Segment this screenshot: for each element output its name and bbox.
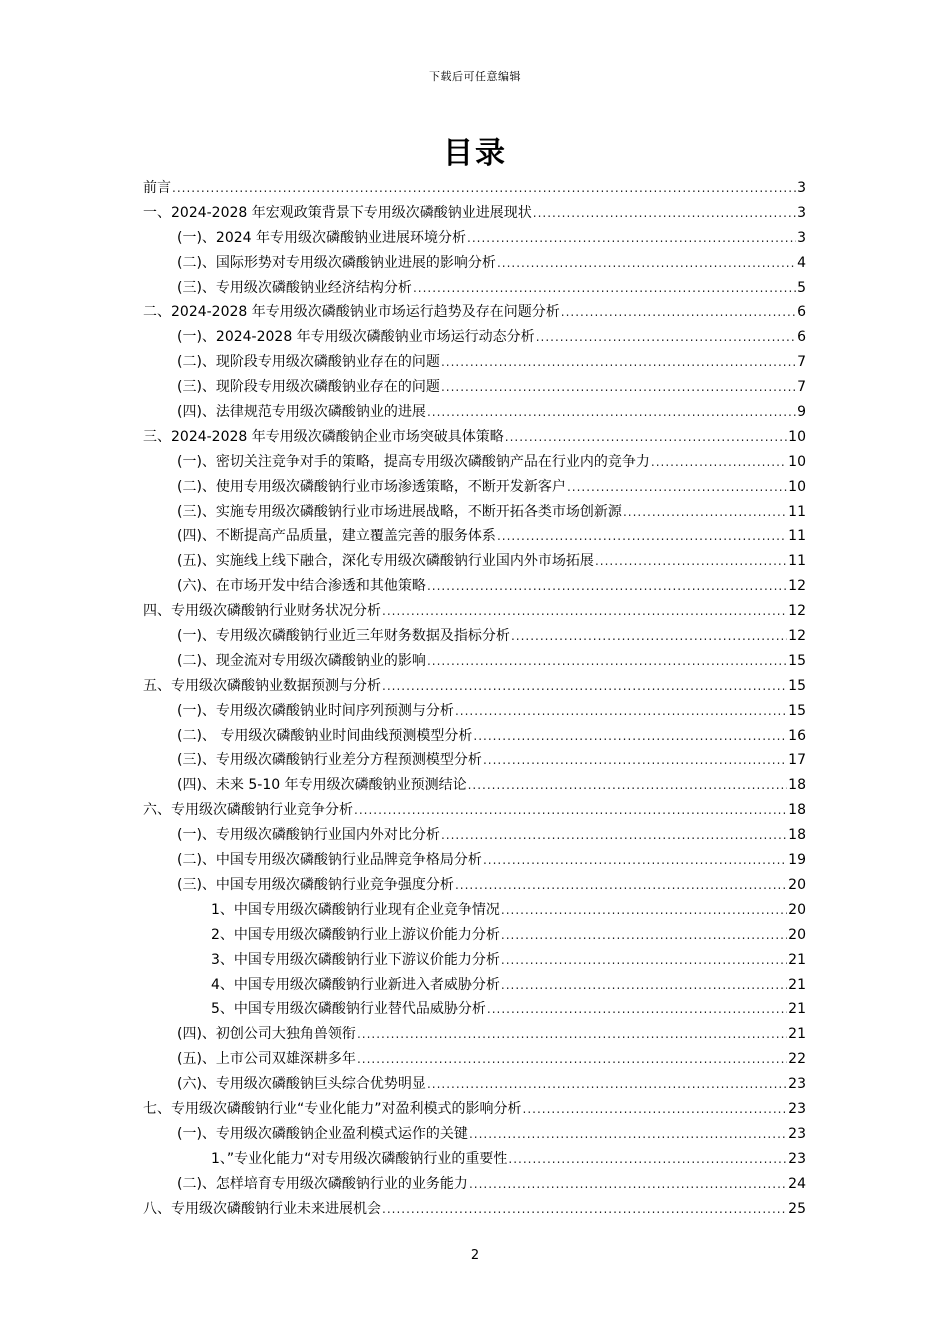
toc-entry[interactable] <box>143 649 806 674</box>
toc-entry[interactable] <box>143 1197 806 1222</box>
toc-entry[interactable] <box>143 773 806 798</box>
toc-entry-text: 一、2024-2028 年宏观政策背景下专用级次磷酸钠业进展现状 <box>143 204 532 221</box>
toc-entry[interactable] <box>143 973 806 998</box>
toc-entry-page: 18 <box>788 777 806 794</box>
toc-entry-text: (三)、现阶段专用级次磷酸钠业存在的问题 <box>177 379 440 396</box>
toc-entry[interactable] <box>143 475 806 500</box>
toc-entry-text: 二、2024-2028 年专用级次磷酸钠业市场运行趋势及存在问题分析 <box>143 304 560 321</box>
header-note: 下载后可任意编辑 <box>429 70 521 83</box>
toc-entry-page: 23 <box>788 1150 806 1167</box>
toc-entry-page: 17 <box>788 752 806 769</box>
toc-entry[interactable] <box>143 923 806 948</box>
toc-entry-text: (二)、现金流对专用级次磷酸钠业的影响 <box>177 652 426 669</box>
toc-entry-page: 11 <box>788 503 806 520</box>
toc-dot-leader <box>441 823 787 848</box>
toc-entry-page: 15 <box>788 702 806 719</box>
toc-entry-page: 20 <box>788 876 806 893</box>
toc-title: 目录 <box>443 136 507 171</box>
toc-dot-leader <box>468 773 788 798</box>
toc-entry-text: (一)、专用级次磷酸钠业时间序列预测与分析 <box>177 702 454 719</box>
toc-dot-leader <box>497 251 796 276</box>
toc-dot-leader <box>382 599 787 624</box>
toc-entry[interactable] <box>143 276 806 301</box>
toc-entry-page: 9 <box>797 404 806 421</box>
toc-entry[interactable] <box>143 699 806 724</box>
toc-dot-leader <box>441 350 796 375</box>
toc-entry[interactable] <box>143 873 806 898</box>
toc-entry-text: (六)、在市场开发中结合渗透和其他策略 <box>177 578 426 595</box>
toc-entry-page: 5 <box>797 279 806 296</box>
toc-entry[interactable] <box>143 1022 806 1047</box>
toc-entry-text: (一)、2024-2028 年专用级次磷酸钠业市场运行动态分析 <box>177 329 535 346</box>
toc-entry-page: 21 <box>788 1001 806 1018</box>
toc-entry-page: 3 <box>797 229 806 246</box>
toc-entry[interactable] <box>143 898 806 923</box>
toc-entry-text: (二)、中国专用级次磷酸钠行业品牌竞争格局分析 <box>177 852 482 869</box>
toc-entry-text: (四)、未来 5-10 年专用级次磷酸钠业预测结论 <box>177 777 467 794</box>
toc-entry-page: 10 <box>788 428 806 445</box>
toc-dot-leader <box>357 1022 787 1047</box>
toc-dot-leader <box>487 997 787 1022</box>
toc-entry-page: 21 <box>788 951 806 968</box>
toc-entry-text: 三、2024-2028 年专用级次磷酸钠企业市场突破具体策略 <box>143 428 504 445</box>
toc-entry-page: 6 <box>797 329 806 346</box>
toc-entry[interactable] <box>143 549 806 574</box>
toc-entry-page: 23 <box>788 1100 806 1117</box>
toc-entry-page: 10 <box>788 478 806 495</box>
toc-dot-leader <box>427 649 787 674</box>
toc-dot-leader <box>651 450 787 475</box>
toc-entry-text: (六)、专用级次磷酸钠巨头综合优势明显 <box>177 1076 426 1093</box>
toc-entry-text: 3、中国专用级次磷酸钠行业下游议价能力分析 <box>211 951 500 968</box>
toc-dot-leader <box>413 276 796 301</box>
toc-entry[interactable] <box>143 574 806 599</box>
toc-entry-text: 五、专用级次磷酸钠业数据预测与分析 <box>143 677 381 694</box>
toc-entry-page: 3 <box>797 204 806 221</box>
toc-entry-page: 3 <box>797 180 806 196</box>
toc-entry[interactable] <box>143 201 806 226</box>
toc-entry[interactable] <box>143 375 806 400</box>
toc-dot-leader <box>501 948 787 973</box>
toc-dot-leader <box>467 226 796 251</box>
toc-dot-leader <box>427 574 787 599</box>
toc-entry-text: (三)、中国专用级次磷酸钠行业竞争强度分析 <box>177 876 454 893</box>
toc-entry[interactable] <box>143 500 806 525</box>
toc-entry-text: (二)、怎样培育专用级次磷酸钠行业的业务能力 <box>177 1175 468 1192</box>
toc-entry-text: (二)、国际形势对专用级次磷酸钠业进展的影响分析 <box>177 254 496 271</box>
toc-dot-leader <box>427 400 796 425</box>
toc-dot-leader <box>505 425 787 450</box>
toc-entry[interactable] <box>143 425 806 450</box>
toc-entry[interactable] <box>143 1047 806 1072</box>
toc-entry-page: 12 <box>788 603 806 620</box>
toc-entry-page: 25 <box>788 1200 806 1217</box>
toc-dot-leader <box>501 898 787 923</box>
toc-entry-page: 22 <box>788 1051 806 1068</box>
toc-entry-text: (三)、专用级次磷酸钠业经济结构分析 <box>177 279 412 296</box>
toc-dot-leader <box>172 176 796 201</box>
toc-entry-text: (二)、使用专用级次磷酸钠行业市场渗透策略，不断开发新客户 <box>177 478 566 495</box>
toc-entry[interactable] <box>143 1097 806 1122</box>
toc-dot-leader <box>354 798 787 823</box>
toc-entry[interactable] <box>143 599 806 624</box>
toc-dot-leader <box>382 674 787 699</box>
toc-entry-text: (三)、专用级次磷酸钠行业差分方程预测模型分析 <box>177 752 482 769</box>
toc-entry-page: 7 <box>797 379 806 396</box>
toc-entry-text: (四)、不断提高产品质量，建立覆盖完善的服务体系 <box>177 528 496 545</box>
toc-entry-page: 16 <box>788 727 806 744</box>
toc-dot-leader <box>427 1072 787 1097</box>
toc-dot-leader <box>561 300 796 325</box>
toc-entry-page: 20 <box>788 901 806 918</box>
toc-entry[interactable] <box>143 724 806 749</box>
toc-entry-page: 24 <box>788 1175 806 1192</box>
toc-entry-page: 23 <box>788 1076 806 1093</box>
toc-entry[interactable] <box>143 450 806 475</box>
table-of-contents <box>143 176 806 1221</box>
toc-dot-leader <box>455 873 787 898</box>
toc-entry-page: 4 <box>797 254 806 271</box>
toc-entry-text: 5、中国专用级次磷酸钠行业替代品威胁分析 <box>211 1001 486 1018</box>
toc-entry[interactable] <box>143 624 806 649</box>
toc-dot-leader <box>497 524 787 549</box>
toc-entry[interactable] <box>143 1072 806 1097</box>
toc-dot-leader <box>357 1047 787 1072</box>
toc-dot-leader <box>536 325 796 350</box>
toc-entry[interactable] <box>143 226 806 251</box>
toc-dot-leader <box>382 1197 787 1222</box>
toc-entry-text: (五)、上市公司双雄深耕多年 <box>177 1051 356 1068</box>
toc-dot-leader <box>623 500 787 525</box>
toc-dot-leader <box>483 848 787 873</box>
toc-dot-leader <box>501 973 787 998</box>
toc-entry-text: (一)、专用级次磷酸钠行业国内外对比分析 <box>177 827 440 844</box>
toc-entry-text: (一)、2024 年专用级次磷酸钠业进展环境分析 <box>177 229 467 246</box>
toc-entry-text: (三)、实施专用级次磷酸钠行业市场进展战略，不断开拓各类市场创新源 <box>177 503 622 520</box>
toc-entry-page: 6 <box>797 304 806 321</box>
toc-entry-page: 15 <box>788 652 806 669</box>
toc-entry-text: 八、专用级次磷酸钠行业未来进展机会 <box>143 1200 381 1217</box>
toc-entry[interactable] <box>143 400 806 425</box>
toc-entry-text: (二)、 专用级次磷酸钠业时间曲线预测模型分析 <box>177 727 473 744</box>
toc-entry-page: 20 <box>788 926 806 943</box>
toc-entry-page: 10 <box>788 453 806 470</box>
toc-entry[interactable] <box>143 524 806 549</box>
toc-entry-text: 六、专用级次磷酸钠行业竞争分析 <box>143 802 353 819</box>
toc-entry-page: 7 <box>797 354 806 371</box>
toc-entry-page: 15 <box>788 677 806 694</box>
toc-entry-text: 4、中国专用级次磷酸钠行业新进入者威胁分析 <box>211 976 500 993</box>
toc-entry[interactable] <box>143 997 806 1022</box>
toc-dot-leader <box>469 1172 787 1197</box>
toc-entry[interactable] <box>143 325 806 350</box>
toc-entry-text: (五)、实施线上线下融合，深化专用级次磷酸钠行业国内外市场拓展 <box>177 553 594 570</box>
toc-entry[interactable] <box>143 1147 806 1172</box>
toc-entry-text: (四)、初创公司大独角兽领衔 <box>177 1026 356 1043</box>
toc-entry[interactable] <box>143 674 806 699</box>
toc-dot-leader <box>473 724 787 749</box>
toc-dot-leader <box>595 549 787 574</box>
toc-entry[interactable] <box>143 748 806 773</box>
toc-entry[interactable] <box>143 798 806 823</box>
toc-entry-page: 12 <box>788 578 806 595</box>
toc-entry[interactable] <box>143 1172 806 1197</box>
toc-entry-text: 前言 <box>143 180 171 196</box>
toc-entry-page: 23 <box>788 1125 806 1142</box>
toc-entry-text: (一)、专用级次磷酸钠企业盈利模式运作的关键 <box>177 1125 468 1142</box>
toc-dot-leader <box>508 1147 787 1172</box>
toc-entry-text: 2、中国专用级次磷酸钠行业上游议价能力分析 <box>211 926 500 943</box>
toc-entry-text: 七、专用级次磷酸钠行业“专业化能力”对盈利模式的影响分析 <box>143 1100 522 1117</box>
toc-dot-leader <box>523 1097 788 1122</box>
toc-entry[interactable] <box>143 300 806 325</box>
toc-entry-page: 11 <box>788 528 806 545</box>
toc-entry[interactable] <box>143 1122 806 1147</box>
toc-entry-text: (一)、密切关注竞争对手的策略，提高专用级次磷酸钠产品在行业内的竞争力 <box>177 453 650 470</box>
toc-entry[interactable] <box>143 350 806 375</box>
toc-entry[interactable] <box>143 848 806 873</box>
toc-dot-leader <box>483 748 787 773</box>
toc-entry-text: (四)、法律规范专用级次磷酸钠业的进展 <box>177 404 426 421</box>
toc-dot-leader <box>567 475 787 500</box>
toc-entry-page: 18 <box>788 827 806 844</box>
toc-entry[interactable] <box>143 948 806 973</box>
toc-entry-text: 1、中国专用级次磷酸钠行业现有企业竞争情况 <box>211 901 500 918</box>
toc-dot-leader <box>511 624 787 649</box>
toc-entry-page: 11 <box>788 553 806 570</box>
toc-entry[interactable] <box>143 176 806 201</box>
toc-entry-page: 21 <box>788 1026 806 1043</box>
toc-entry-text: (二)、现阶段专用级次磷酸钠业存在的问题 <box>177 354 440 371</box>
toc-dot-leader <box>441 375 796 400</box>
toc-entry[interactable] <box>143 823 806 848</box>
page-number: 2 <box>470 1248 480 1263</box>
toc-entry-text: 1、”专业化能力“对专用级次磷酸钠行业的重要性 <box>211 1150 508 1167</box>
toc-entry[interactable] <box>143 251 806 276</box>
toc-entry-page: 12 <box>788 628 806 645</box>
toc-entry-page: 18 <box>788 802 806 819</box>
toc-entry-text: 四、专用级次磷酸钠行业财务状况分析 <box>143 603 381 620</box>
toc-dot-leader <box>501 923 787 948</box>
toc-entry-text: (一)、专用级次磷酸钠行业近三年财务数据及指标分析 <box>177 628 510 645</box>
toc-dot-leader <box>455 699 787 724</box>
toc-entry-page: 19 <box>788 852 806 869</box>
toc-entry-page: 21 <box>788 976 806 993</box>
toc-dot-leader <box>533 201 796 226</box>
toc-dot-leader <box>469 1122 787 1147</box>
